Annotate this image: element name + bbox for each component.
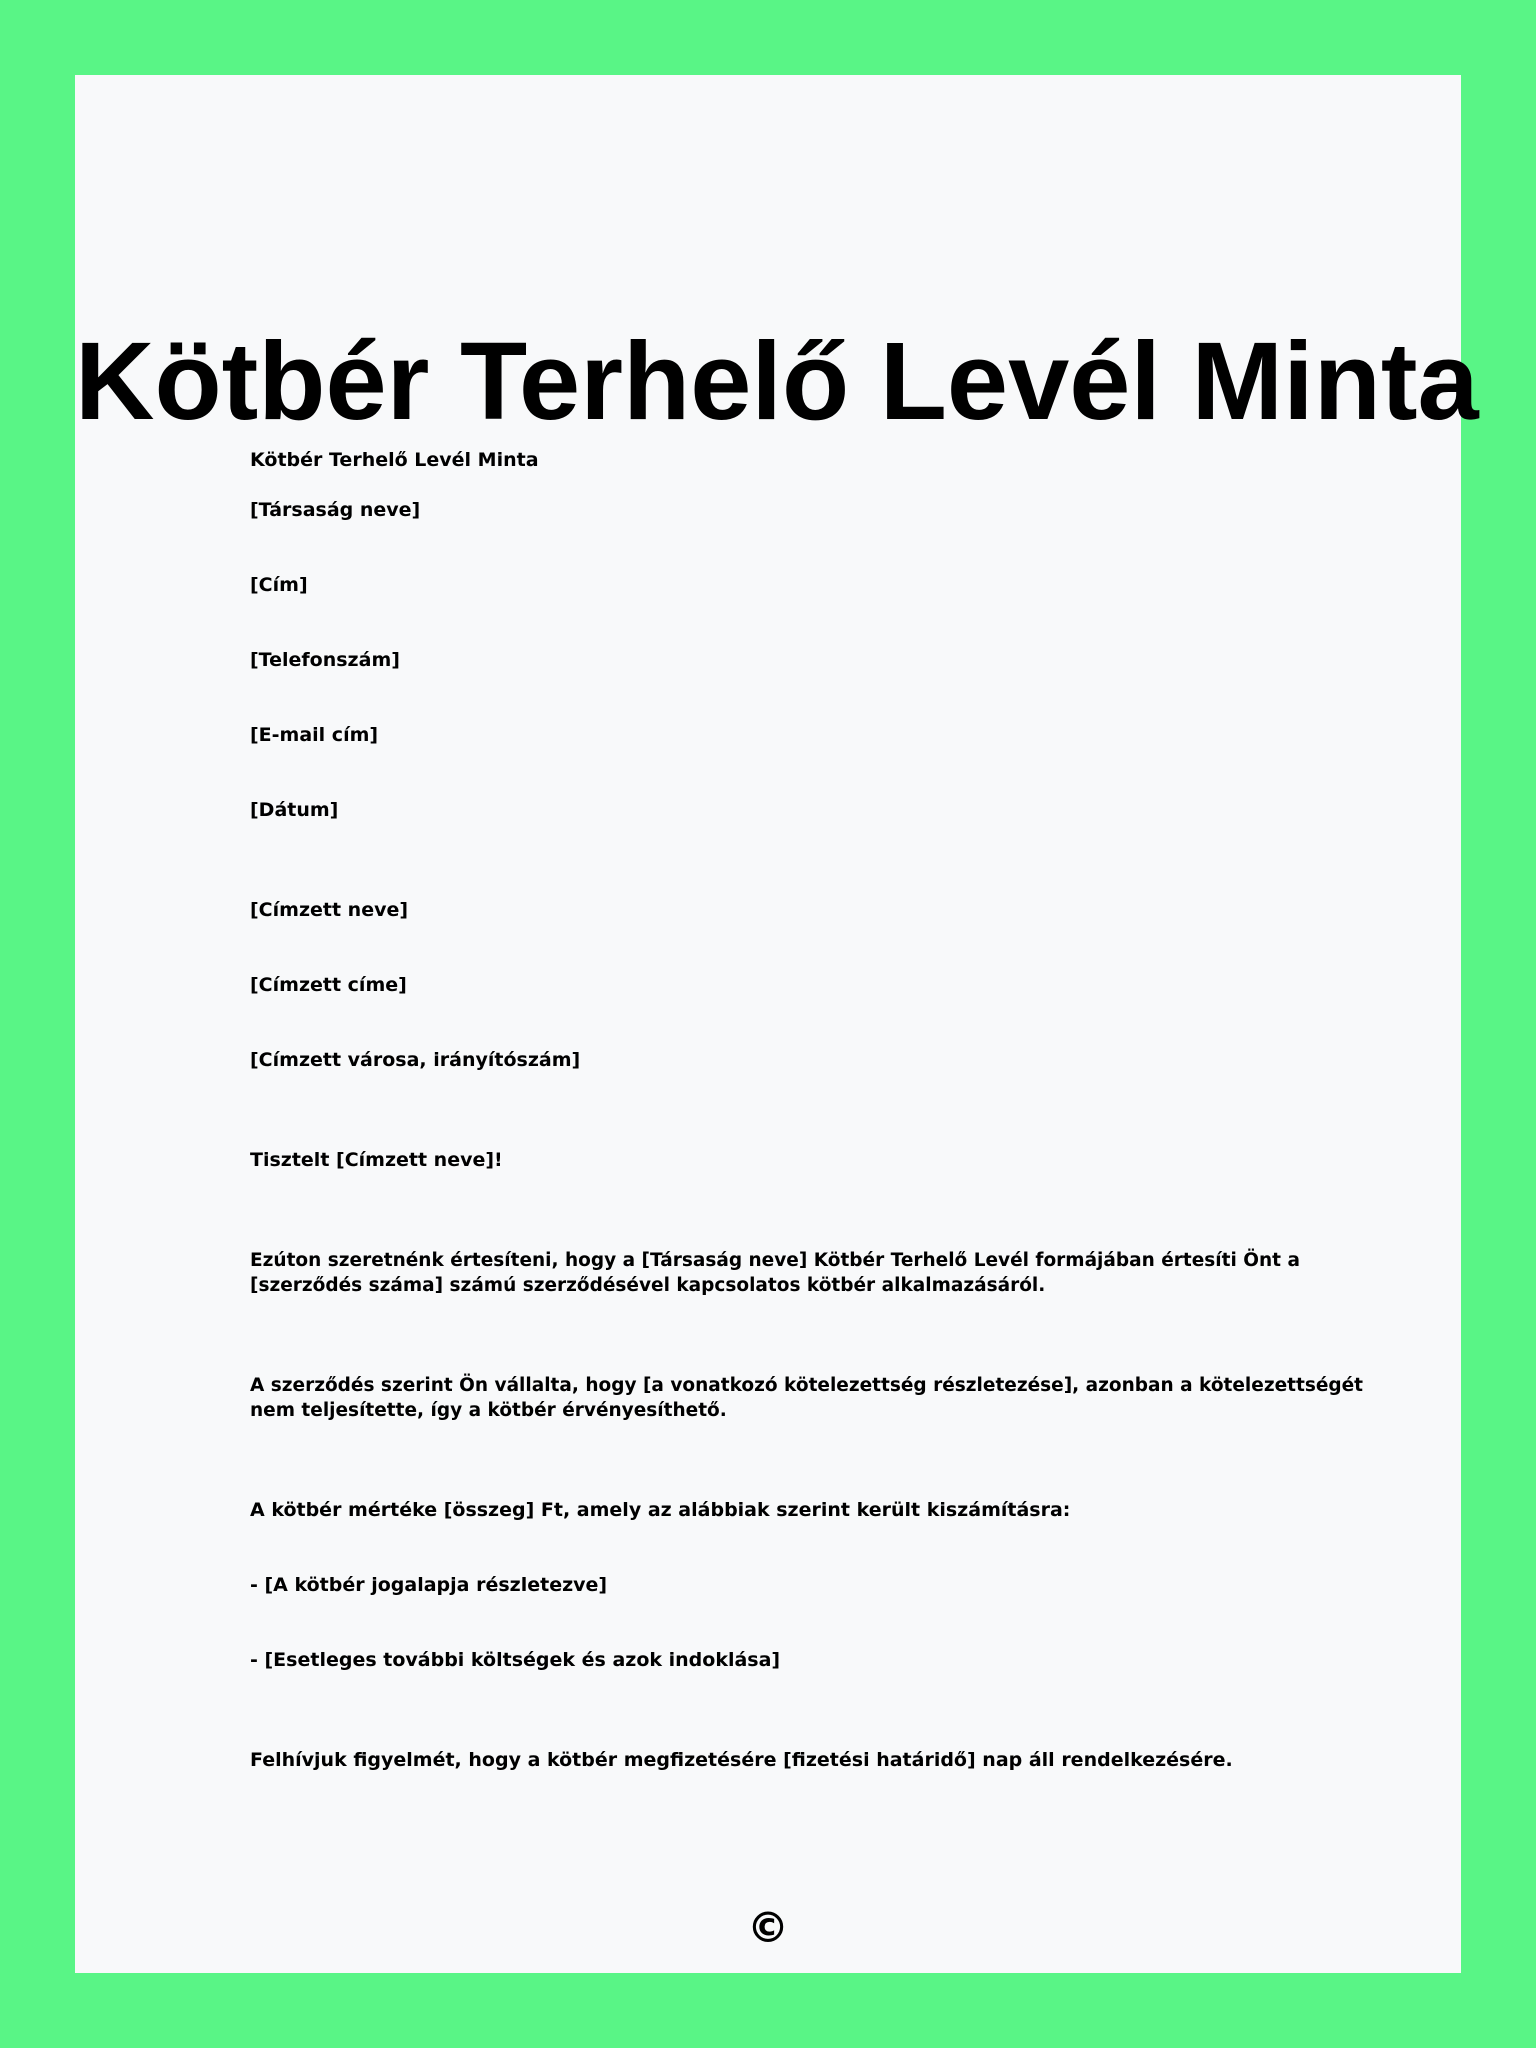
paragraph-2-line-1: A szerződés szerint Ön vállalta, hogy [a vonatkozó kötelezettség részletezése], azonban a kötelezettségét [250,1375,1364,1396]
address-placeholder: [Cím] [250,574,308,596]
email-placeholder: [E-mail cím] [250,724,379,746]
recipient-name-placeholder: [Címzett neve] [250,899,409,921]
letter-heading: Kötbér Terhelő Levél Minta [250,449,539,471]
paragraph-2-line-2: nem teljesítette, így a kötbér érvényesíthető. [250,1400,727,1421]
date-placeholder: [Dátum] [250,799,339,821]
copyright-icon: © [747,1903,789,1952]
company-name-placeholder: [Társaság neve] [250,499,421,521]
greeting: Tisztelt [Címzett neve]! [250,1149,503,1171]
paragraph-4: Felhívjuk figyelmét, hogy a kötbér megfizetésére [fizetési határidő] nap áll rendelkezésére. [250,1749,1233,1771]
bullet-1: - [A kötbér jogalapja részletezve] [250,1574,608,1596]
recipient-address-placeholder: [Címzett címe] [250,974,407,996]
bullet-2: - [Esetleges további költségek és azok indoklása] [250,1649,781,1671]
paragraph-1-line-1: Ezúton szeretnénk értesíteni, hogy a [Társaság neve] Kötbér Terhelő Levél formájában értesíti Önt a [250,1250,1300,1271]
recipient-city-placeholder: [Címzett városa, irányítószám] [250,1049,581,1071]
document-page [75,75,1479,1973]
document-title: Kötbér Terhelő Levél Minta [75,320,1479,443]
paragraph-1-line-2: [szerződés száma] számú szerződésével kapcsolatos kötbér alkalmazásáról. [250,1275,1046,1296]
phone-placeholder: [Telefonszám] [250,649,400,671]
paragraph-3: A kötbér mértéke [összeg] Ft, amely az alábbiak szerint került kiszámításra: [250,1499,1071,1521]
